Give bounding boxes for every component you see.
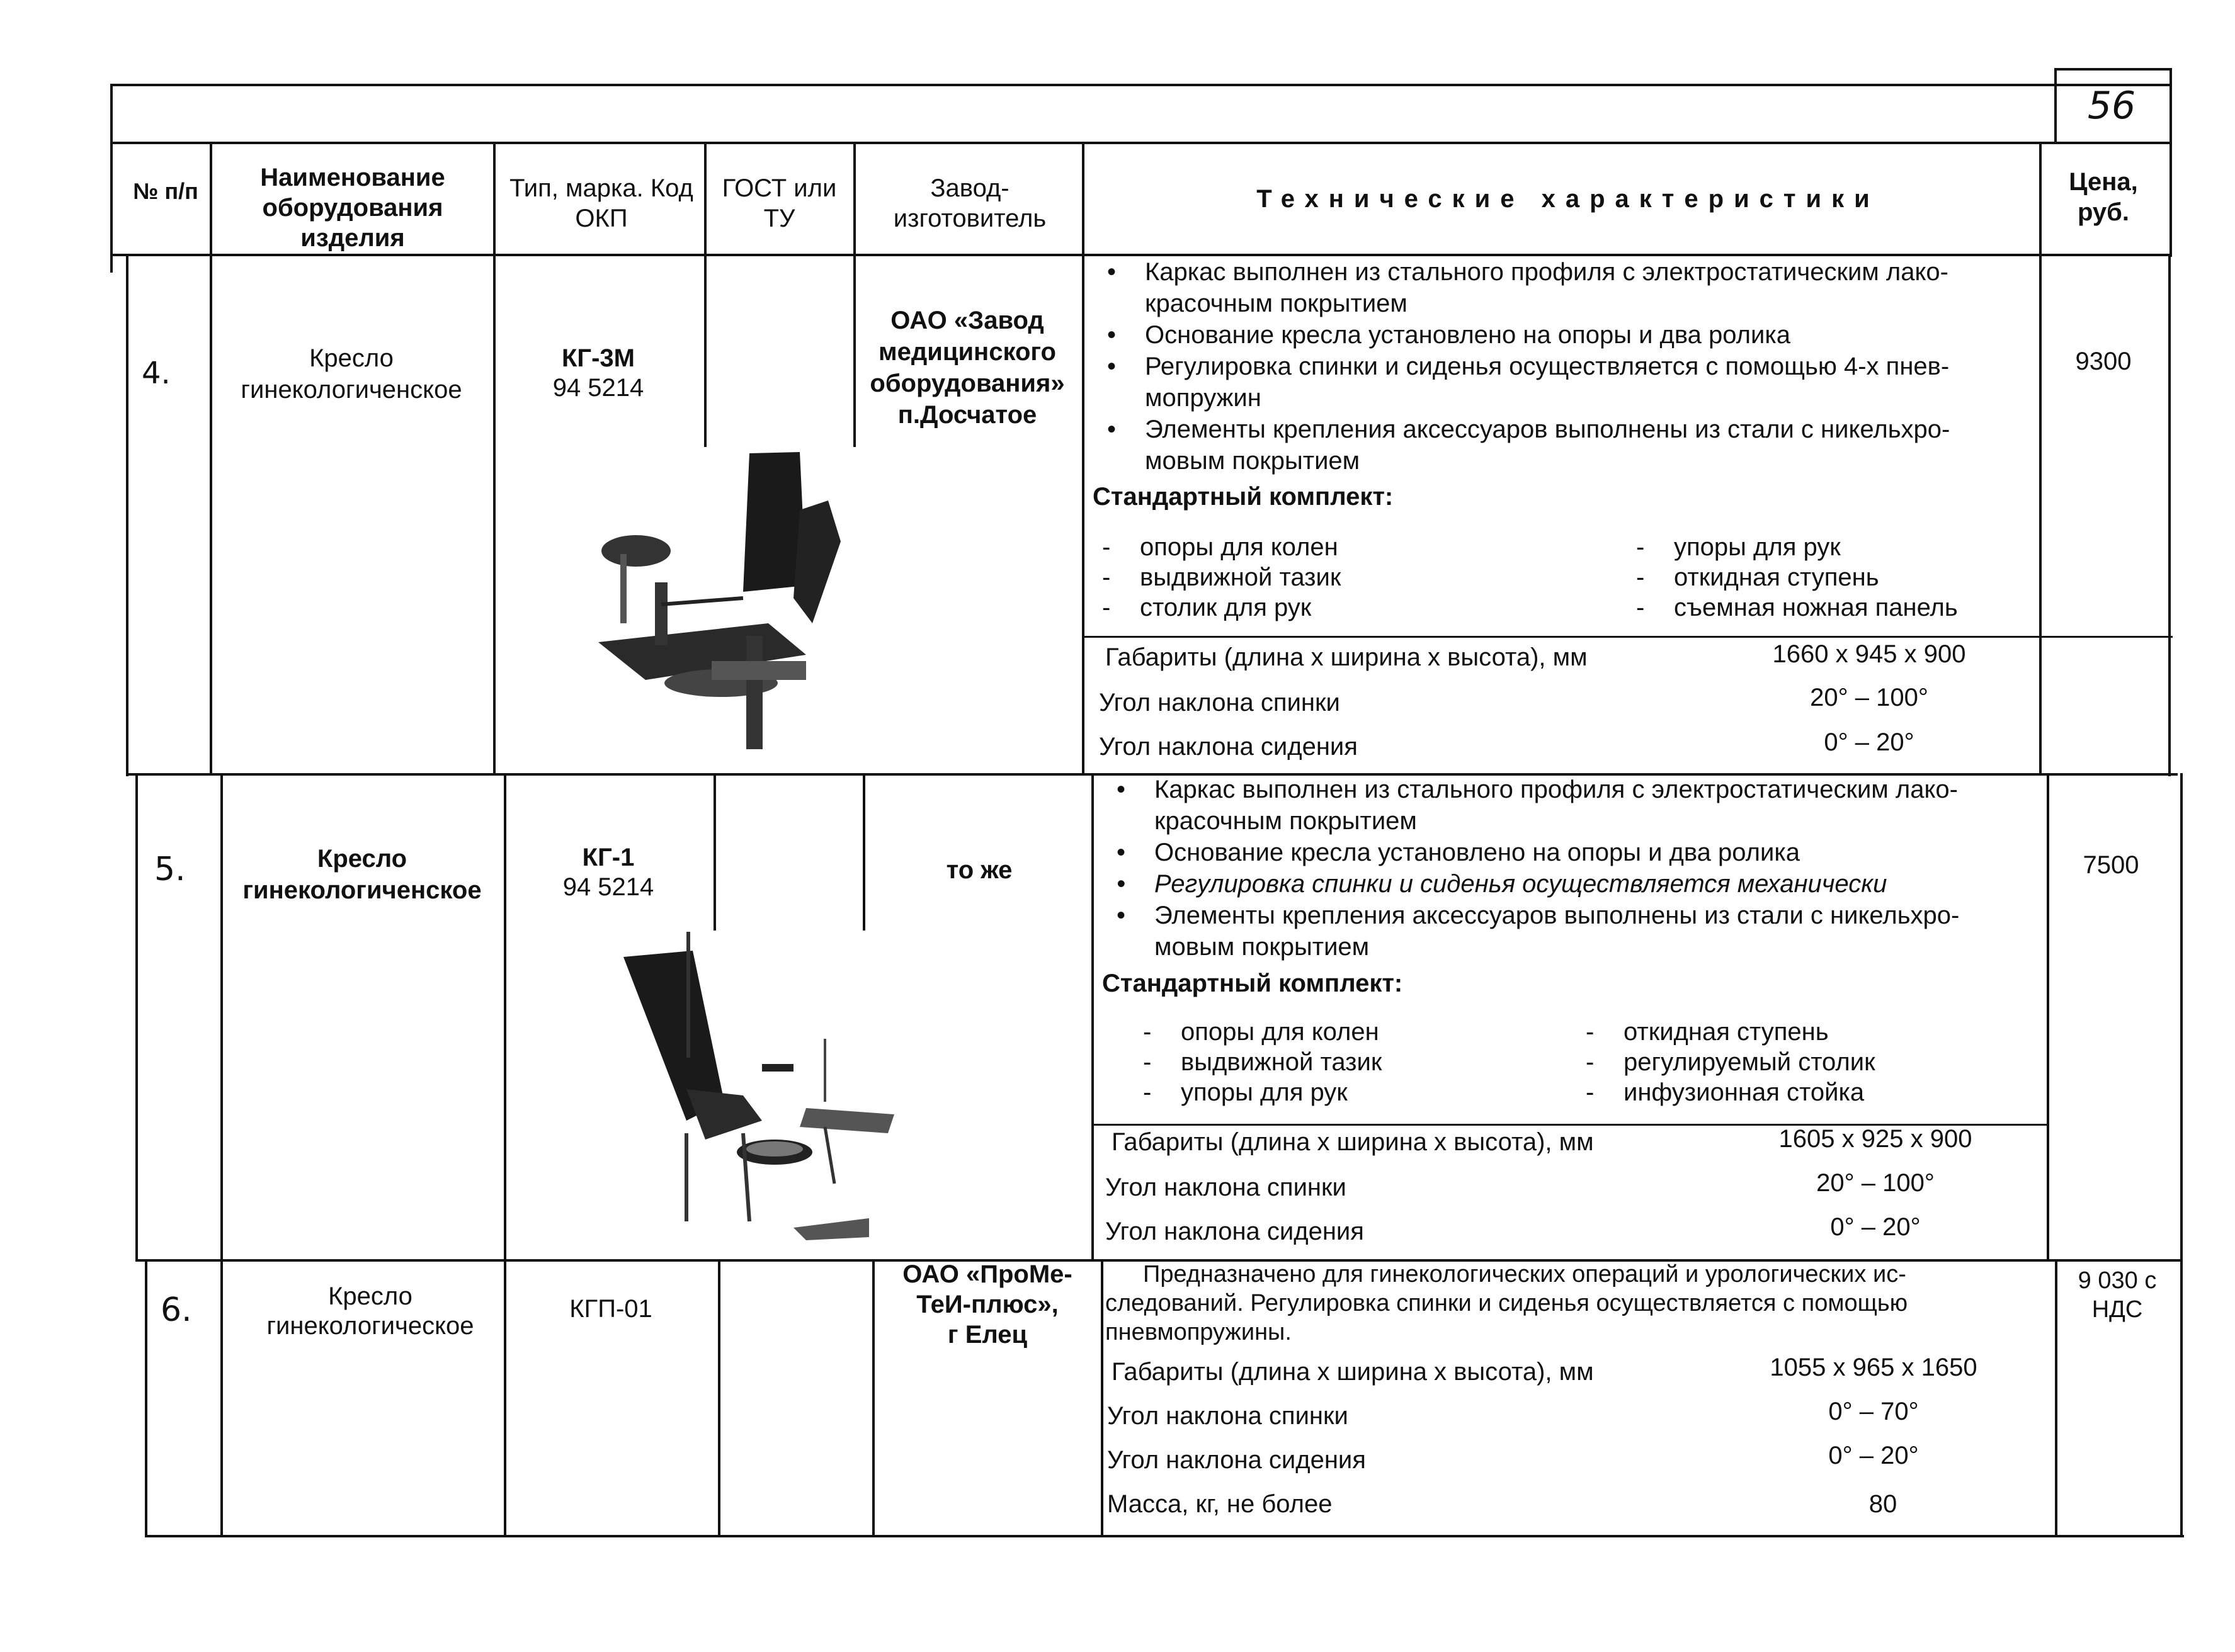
- kit-item: - опоры для колен: [1181, 1017, 1379, 1047]
- param-label: Угол наклона сидения: [1105, 1218, 1364, 1245]
- param-label: Угол наклона спинки: [1107, 1402, 1348, 1430]
- spec-item: мовым покрытием: [1154, 933, 1370, 961]
- header-num: № п/п: [133, 178, 198, 204]
- param-label: Габариты (длина х ширина х высота), мм: [1112, 1128, 1594, 1156]
- spec-item: красочным покрытием: [1145, 290, 1408, 317]
- param-label: Угол наклона спинки: [1099, 689, 1340, 716]
- spec-item: • Каркас выполнен из стального профиля с электростатическим лако-: [1145, 257, 1948, 287]
- param-value: 0° – 20°: [1824, 728, 1914, 756]
- item-description: Предназначено для гинекологических операций и урологических ис-: [1143, 1261, 1906, 1287]
- item-name: Кресло: [328, 1282, 412, 1310]
- spec-item: • Основание кресла установлено на опоры и два ролика: [1145, 320, 1790, 350]
- row-number: 5.: [154, 851, 186, 888]
- param-value: 1660 х 945 х 900: [1772, 640, 1966, 668]
- spec-item: • Основание кресла установлено на опоры и два ролика: [1154, 837, 1800, 868]
- header-gost: ГОСТ или ТУ: [722, 174, 837, 232]
- spec-item: мовым покрытием: [1145, 447, 1360, 475]
- header-name: Наименование оборудования изделия: [260, 164, 445, 252]
- maker-name: ОАО «ПроМе-: [902, 1260, 1072, 1288]
- item-name: Кресло: [309, 344, 394, 372]
- spec-item: красочным покрытием: [1154, 807, 1417, 835]
- item-name: Кресло: [317, 845, 407, 873]
- item-price: 9300: [2075, 348, 2132, 375]
- spec-item: • Элементы крепления аксессуаров выполнены из стали с никельхро-: [1145, 414, 1950, 444]
- param-label: Угол наклона спинки: [1105, 1174, 1346, 1201]
- maker-name: оборудования»: [870, 370, 1065, 397]
- spec-item: • Каркас выполнен из стального профиля с электростатическим лако-: [1154, 774, 1958, 805]
- kit-item: - упоры для рук: [1674, 532, 1841, 562]
- chair-photo: [586, 441, 888, 755]
- header-type: Тип, марка. Код ОКП: [509, 174, 693, 232]
- param-label: Угол наклона сидения: [1107, 1446, 1366, 1474]
- param-value: 1055 х 965 х 1650: [1770, 1354, 1977, 1381]
- item-name: гинекологиченское: [241, 376, 462, 404]
- row-number: 4.: [142, 356, 171, 391]
- kit-item: - выдвижной тазик: [1181, 1047, 1382, 1077]
- kit-item: - упоры для рук: [1181, 1077, 1348, 1107]
- maker-name: г Елец: [947, 1321, 1028, 1349]
- page-number: 56: [2087, 84, 2136, 128]
- spec-item: • Регулировка спинки и сиденья осуществляется механически: [1154, 869, 1887, 899]
- kit-item: - столик для рук: [1140, 592, 1311, 623]
- item-code: 94 5214: [562, 873, 654, 901]
- maker-name: то же: [946, 856, 1013, 884]
- param-label: Габариты (длина х ширина х высота), мм: [1105, 643, 1588, 671]
- kit-title: Стандартный комплект:: [1093, 483, 1394, 511]
- kit-item: - съемная ножная панель: [1674, 592, 1958, 623]
- item-description: пневмопружины.: [1105, 1319, 1292, 1345]
- item-name: гинекологическое: [266, 1312, 474, 1340]
- item-model: КГ-3М: [562, 344, 635, 372]
- spec-item: • Элементы крепления аксессуаров выполнены из стали с никельхро-: [1154, 900, 1959, 931]
- maker-name: п.Досчатое: [897, 401, 1037, 429]
- maker-name: ОАО «Завод: [890, 307, 1044, 334]
- param-value: 1605 х 925 х 900: [1778, 1125, 1972, 1153]
- item-description: следований. Регулировка спинки и сиденья осуществляется с помощью: [1105, 1290, 1908, 1316]
- param-value: 20° – 100°: [1810, 684, 1928, 711]
- header-maker: Завод-изготовитель: [893, 174, 1047, 232]
- kit-item: - регулируемый столик: [1624, 1047, 1875, 1077]
- param-value: 0° – 20°: [1830, 1213, 1921, 1241]
- kit-item: - опоры для колен: [1140, 532, 1338, 562]
- item-code: 94 5214: [552, 374, 644, 402]
- chair-photo: [617, 932, 907, 1247]
- kit-item: - выдвижной тазик: [1140, 562, 1341, 592]
- row-number: 6.: [161, 1291, 192, 1329]
- kit-item: - откидная ступень: [1624, 1017, 1829, 1047]
- item-name: гинекологиченское: [242, 876, 482, 904]
- param-value: 0° – 70°: [1828, 1398, 1919, 1425]
- item-price: 9 030 с: [2078, 1267, 2157, 1294]
- maker-name: медицинского: [879, 338, 1056, 366]
- spec-item: мопружин: [1145, 384, 1261, 412]
- header-price: Цена, руб.: [2069, 168, 2138, 226]
- item-price: 7500: [2083, 851, 2139, 879]
- param-label: Масса, кг, не более: [1107, 1490, 1333, 1518]
- kit-item: - инфузионная стойка: [1624, 1077, 1864, 1107]
- param-label: Угол наклона сидения: [1099, 733, 1358, 761]
- param-value: 80: [1868, 1490, 1897, 1518]
- spec-item: • Регулировка спинки и сиденья осуществляется с помощью 4-х пнев-: [1145, 351, 1949, 382]
- item-model: КГ-1: [582, 844, 635, 871]
- item-price: НДС: [2091, 1296, 2143, 1323]
- header-specs: Технические характеристики: [1256, 185, 1880, 213]
- maker-name: ТеИ-плюс»,: [916, 1291, 1059, 1318]
- item-model: КГП-01: [569, 1295, 652, 1323]
- param-value: 0° – 20°: [1828, 1442, 1919, 1469]
- param-value: 20° – 100°: [1816, 1169, 1935, 1197]
- param-label: Габариты (длина х ширина х высота), мм: [1112, 1358, 1594, 1386]
- kit-title: Стандартный комплект:: [1102, 970, 1403, 997]
- kit-item: - откидная ступень: [1674, 562, 1879, 592]
